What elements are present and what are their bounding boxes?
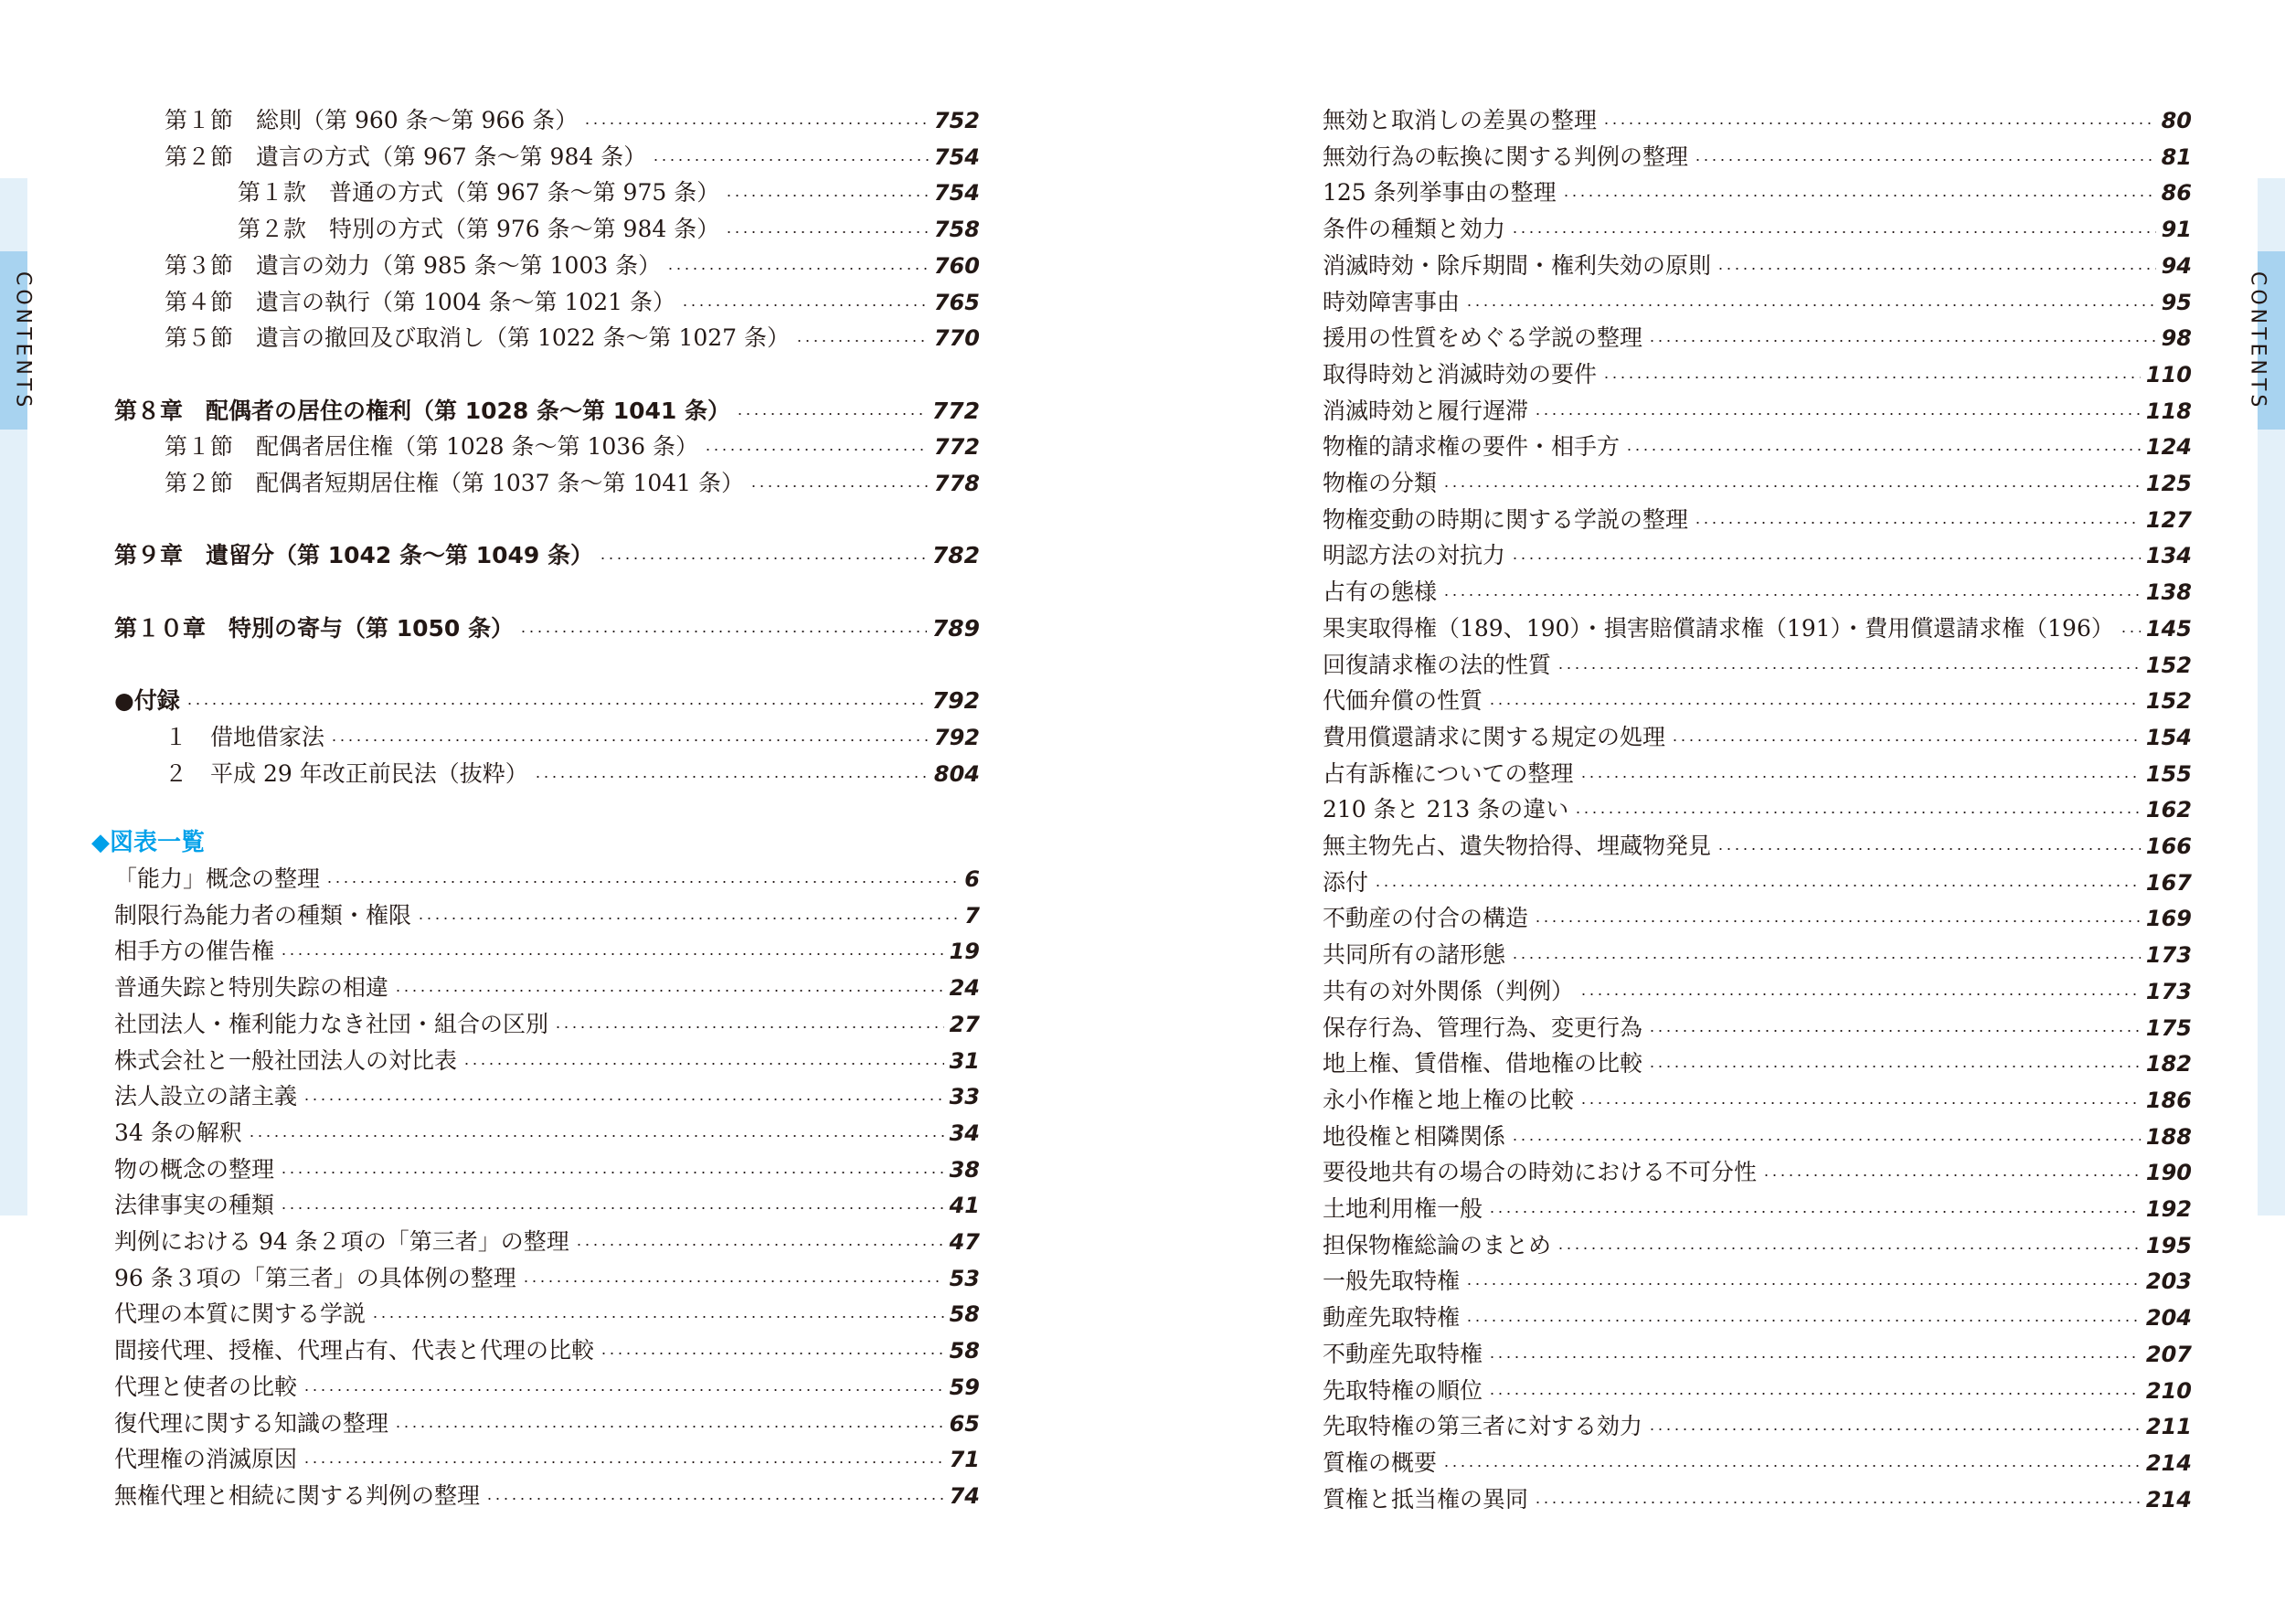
entry-title: 第９章 遺留分（第 1042 条～第 1049 条） [114,542,593,569]
section-entry [165,320,980,356]
figure-entry [1323,1263,2192,1300]
page-number: 169 [2145,906,2192,932]
entry-title: 無効行為の転換に関する判例の整理 [1323,143,1689,170]
dot-leader [599,557,927,559]
page-number: 65 [949,1410,980,1437]
page-number: 58 [949,1301,980,1328]
page-number: 110 [2145,361,2192,387]
page-number: 203 [2145,1268,2192,1295]
entry-title: 法律事実の種類 [114,1192,275,1219]
page-number: 173 [2145,942,2192,969]
entry-title: 代理の本質に関する学説 [114,1300,367,1328]
figure-entry [1323,1082,2192,1119]
figure-entry [114,1332,980,1369]
page-number: 33 [949,1084,980,1110]
figure-entry [1323,284,2192,321]
section-entry [165,284,980,321]
entry-title: 社団法人・権利能力なき社団・組合の区別 [114,1010,549,1037]
entry-title: 地役権と相隣関係 [1323,1122,1506,1150]
page-number: 118 [2145,398,2192,424]
figure-entry [114,1441,980,1478]
contents-tab-label: CONTENTS [2246,271,2269,411]
figure-entry [1323,1408,2192,1445]
dot-leader [1694,159,2156,161]
dot-leader [417,918,959,919]
entry-title: 条件の種類と効力 [1323,216,1506,243]
page-number: 754 [933,180,980,207]
section-entry [238,175,980,211]
dot-leader [583,122,929,124]
page-number: 34 [949,1120,980,1146]
figure-entry [1323,1481,2192,1518]
figure-entry [1323,828,2192,865]
page-number: 58 [949,1338,980,1364]
entry-title: 物権の分類 [1323,470,1438,496]
entry-title: 費用償還請求に関する規定の処理 [1323,723,1666,750]
chapter-entry [114,537,980,574]
page-number: 145 [2145,615,2192,642]
figure-entry [1323,1119,2192,1155]
contents-tab-label: CONTENTS [11,271,35,411]
dot-leader [666,268,929,270]
dot-leader [600,1353,944,1354]
page-number: 152 [2145,688,2192,715]
figure-entry [1323,647,2192,684]
chapter-entry [114,683,980,719]
dot-leader [1562,195,2156,196]
dot-leader [1574,812,2141,813]
dot-leader [1511,1139,2141,1141]
entry-title: 質権の概要 [1323,1449,1438,1476]
figure-entry [1323,574,2192,610]
page-number: 778 [933,471,980,496]
entry-title: 第２節 配偶者短期居住権（第 1037 条～第 1041 条） [165,470,745,496]
page-number: 127 [2145,506,2192,533]
entry-title: 第８章 配偶者の居住の権利（第 1028 条～第 1041 条） [114,397,730,424]
dot-leader [1442,1465,2141,1467]
chapter-entry [114,393,980,430]
dot-leader [280,1172,944,1173]
figure-entry [1323,320,2192,356]
dot-leader [795,340,929,342]
figure-entry [1323,502,2192,538]
entry-title: 援用の性質をめぐる学説の整理 [1323,324,1643,352]
entry-title: 共有の対外関係（判例） [1323,977,1575,1004]
entry-title: 消滅時効と履行遅滞 [1323,397,1529,424]
entry-title: 125 条列挙事由の整理 [1323,179,1557,207]
page-number: 98 [2161,325,2192,352]
page-number: 789 [931,614,980,642]
dot-leader [1374,885,2141,886]
page-number: 188 [2145,1123,2192,1150]
page-number: 765 [933,289,980,315]
entry-title: 不動産先取特権 [1323,1340,1483,1367]
figure-entry [1323,248,2192,284]
page-number: 760 [933,252,980,279]
entry-title: 果実取得権（189、190）・損害賠償請求権（191）・費用償還請求権（196） [1323,614,2114,642]
page-number: 175 [2145,1014,2192,1041]
figure-entry [1323,211,2192,248]
entry-title: 第１款 普通の方式（第 967 条～第 975 条） [238,179,720,207]
figure-entry [1323,1010,2192,1046]
dot-leader [462,1063,944,1065]
dot-leader [725,231,929,233]
page-number: 125 [2145,471,2192,496]
figure-entry [114,970,980,1006]
page-number: 204 [2145,1305,2192,1332]
page-number: 214 [2145,1486,2192,1513]
figure-entry [114,1043,980,1079]
figure-entry [1323,1373,2192,1409]
section-entry [165,719,980,756]
chapter-entry [114,610,980,647]
page-number: 195 [2145,1232,2192,1258]
dot-leader [330,739,929,741]
dot-leader [1442,485,2141,487]
section-entry [165,465,980,502]
figure-entry [114,897,980,934]
page-number: 752 [933,108,980,133]
figure-entry [1323,429,2192,465]
dot-leader [1534,413,2141,415]
page-number: 758 [933,217,980,243]
entry-title: 第１０章 特別の寄与（第 1050 条） [114,614,514,642]
entry-title: 保存行為、管理行為、変更行為 [1323,1014,1643,1041]
dot-leader [1488,1356,2141,1358]
entry-title: ●付録 [114,687,180,715]
page-number: 804 [933,760,980,787]
entry-title: 代価弁償の性質 [1323,687,1483,715]
page-number: 94 [2161,252,2192,279]
page-number: 167 [2145,869,2192,896]
dot-leader [554,1026,944,1028]
dot-leader [736,413,927,415]
side-tab-upper [0,178,27,251]
entry-title: 第４節 遺言の執行（第 1004 条～第 1021 条） [165,288,676,315]
dot-leader [303,1461,944,1463]
figure-entry [1323,393,2192,430]
entry-title: 共同所有の諸形態 [1323,941,1506,969]
dot-leader [1442,594,2141,596]
dot-leader [303,1389,944,1391]
entry-title: 代理と使者の比較 [114,1373,298,1400]
entry-title: 永小作権と地上権の比較 [1323,1086,1575,1113]
entry-title: １ 借地借家法 [165,723,325,750]
dot-leader [303,1099,944,1100]
dot-leader [1534,920,2141,922]
entry-title: 第５節 遺言の撤回及び取消し（第 1022 条～第 1027 条） [165,324,791,352]
page-number: 138 [2145,579,2192,606]
page-number: 80 [2161,108,2192,133]
figure-entry [1323,139,2192,175]
dot-leader [519,631,927,632]
entry-title: 無主物先占、遺失物拾得、埋蔵物発見 [1323,833,1712,859]
dot-leader [1557,1247,2141,1249]
page-number: 81 [2161,143,2192,170]
dot-leader [534,776,929,778]
figure-entry [114,1296,980,1332]
entry-title: 一般先取特権 [1323,1268,1461,1295]
page-number: 162 [2145,797,2192,823]
dot-leader [1762,1174,2141,1176]
dot-leader [248,1135,944,1137]
dot-leader [1511,957,2141,959]
page-number: 95 [2161,289,2192,315]
entry-title: 第２節 遺言の方式（第 967 条～第 984 条） [165,143,647,170]
dot-leader [725,195,929,196]
page-number: 19 [949,939,980,965]
dot-leader [280,1207,944,1209]
page-number: 207 [2145,1341,2192,1367]
dot-leader [371,1316,944,1318]
entry-title: 土地利用権一般 [1323,1195,1483,1222]
figure-entry [1323,973,2192,1010]
dot-leader [704,449,929,451]
entry-title: 第３節 遺言の効力（第 985 条～第 1003 条） [165,251,662,279]
figure-entry [1323,1154,2192,1191]
dot-leader [1716,268,2156,270]
dot-leader [749,485,929,487]
dot-leader [1488,1211,2141,1213]
dot-leader [652,159,929,161]
side-tab-lower [0,430,27,1215]
figure-entry [1323,756,2192,792]
figure-entry [1323,1046,2192,1082]
entry-title: 占有訴権についての整理 [1323,759,1574,787]
entry-title: 34 条の解釈 [114,1119,242,1146]
page-number: 772 [931,397,980,424]
page-number: 7 [964,902,980,929]
dot-leader [186,703,927,705]
dot-leader [1465,1283,2141,1285]
entry-title: 取得時効と消滅時効の要件 [1323,360,1598,387]
entry-title: 担保物権総論のまとめ [1323,1231,1552,1258]
figure-entry [1323,537,2192,574]
page-number: 59 [949,1374,980,1400]
entry-title: 株式会社と一般社団法人の対比表 [114,1046,458,1074]
figure-entry [1323,356,2192,393]
entry-title: 時効障害事由 [1323,288,1461,315]
figure-entry [114,933,980,970]
dot-leader [1488,703,2141,705]
dot-leader [394,990,944,992]
page-number: 154 [2145,724,2192,750]
dot-leader [681,304,929,306]
entry-title: 法人設立の諸主義 [114,1083,298,1110]
entry-title: 「能力」概念の整理 [114,865,321,892]
figure-entry [114,1078,980,1115]
section-entry [165,248,980,284]
figure-entry [114,1260,980,1297]
page-number: 754 [933,143,980,170]
entry-title: 無権代理と相続に関する判例の整理 [114,1481,481,1509]
dot-leader [280,953,944,955]
page-number: 192 [2145,1196,2192,1222]
page-number: 86 [2161,180,2192,207]
figure-entry [114,1006,980,1043]
page-number: 6 [964,866,980,892]
page-number: 124 [2145,434,2192,461]
page-number: 31 [949,1047,980,1074]
figure-entry [114,1224,980,1260]
dot-leader [325,881,959,883]
figures-title: ◆図表一覧 [91,829,205,856]
figure-entry [114,1152,980,1188]
figure-entry [114,1369,980,1406]
entry-title: 先取特権の第三者に対する効力 [1323,1413,1643,1440]
entry-title: 相手方の催告権 [114,938,275,965]
page-number: 47 [949,1229,980,1255]
dot-leader [2120,631,2141,632]
dot-leader [1511,231,2156,233]
dot-leader [1648,1030,2141,1032]
entry-title: 第２款 特別の方式（第 976 条～第 984 条） [238,216,720,243]
page-number: 782 [931,542,980,569]
entry-title: 占有の態様 [1323,578,1438,606]
dot-leader [1511,557,2141,559]
page-number: 38 [949,1156,980,1183]
dot-leader [1534,1502,2141,1503]
side-tab-upper [2258,178,2285,251]
entry-title: 210 条と 213 条の違い [1323,796,1569,823]
section-entry [165,756,980,792]
page-number: 24 [949,975,980,1002]
dot-leader [1716,848,2141,850]
entry-title: 96 条３項の「第三者」の具体例の整理 [114,1264,516,1291]
page-number: 53 [949,1265,980,1291]
dot-leader [1579,776,2141,778]
page-number: 214 [2145,1449,2192,1476]
figure-entry [114,1406,980,1442]
entry-title: 先取特権の順位 [1323,1376,1483,1404]
dot-leader [575,1244,944,1246]
page-number: 134 [2145,543,2192,569]
entry-title: 物権変動の時期に関する学説の整理 [1323,505,1689,533]
page-number: 74 [949,1482,980,1509]
dot-leader [1602,122,2156,124]
entry-title: 無効と取消しの差異の整理 [1323,107,1598,133]
figure-entry [1323,465,2192,502]
figure-entry [1323,791,2192,828]
dot-leader [1465,304,2156,306]
figure-entry [1323,1336,2192,1373]
page-number: 770 [933,325,980,352]
entry-title: 地上権、賃借権、借地権の比較 [1323,1050,1643,1077]
figure-entry [1323,610,2192,647]
figure-entry [1323,719,2192,756]
dot-leader [1648,340,2156,342]
entry-title: 普通失踪と特別失踪の相違 [114,974,389,1002]
page-number: 210 [2145,1377,2192,1404]
dot-leader [1488,1393,2141,1395]
side-tab-lower [2258,430,2285,1215]
entry-title: 物権的請求権の要件・相手方 [1323,433,1621,461]
entry-title: 代理権の消滅原因 [114,1446,298,1473]
dot-leader [1579,993,2141,995]
page-number: 792 [933,724,980,750]
entry-title: 質権と抵当権の異同 [1323,1485,1529,1513]
figure-entry [1323,1191,2192,1227]
dot-leader [485,1498,944,1500]
page-number: 155 [2145,760,2192,787]
page-number: 792 [931,687,980,715]
dot-leader [1671,739,2141,741]
figure-entry [1323,683,2192,719]
page-number: 91 [2161,217,2192,243]
page-number: 211 [2145,1414,2192,1440]
dot-leader [1602,377,2141,378]
dot-leader [1579,1102,2141,1104]
dot-leader [1557,667,2141,669]
figure-entry [1323,1227,2192,1264]
section-entry [238,211,980,248]
figure-entry [114,1115,980,1152]
entry-title: 消滅時効・除斥期間・権利失効の原則 [1323,251,1712,279]
dot-leader [1648,1066,2141,1067]
section-entry [165,102,980,139]
figure-entry [1323,1445,2192,1481]
entry-title: 動産先取特権 [1323,1304,1461,1332]
figure-entry [1323,102,2192,139]
dot-leader [522,1280,944,1282]
page-number: 182 [2145,1051,2192,1077]
entry-title: 回復請求権の法的性質 [1323,651,1552,678]
page-number: 152 [2145,652,2192,678]
figure-entry [114,1478,980,1514]
page-number: 173 [2145,978,2192,1004]
entry-title: 添付 [1323,868,1369,896]
figure-entry [1323,937,2192,973]
page-number: 71 [949,1447,980,1473]
entry-title: 制限行為能力者の種類・権限 [114,901,412,929]
right-page [1142,0,2285,1624]
dot-leader [1648,1428,2141,1430]
page-number: 186 [2145,1087,2192,1113]
page-number: 166 [2145,833,2192,859]
entry-title: 不動産の付合の構造 [1323,905,1529,932]
page-number: 190 [2145,1160,2192,1186]
figure-entry [114,861,980,897]
figure-entry [114,1187,980,1224]
section-entry [165,429,980,465]
entry-title: 間接代理、授権、代理占有、代表と代理の比較 [114,1337,595,1364]
entry-title: 明認方法の対抗力 [1323,542,1506,569]
page-number: 772 [933,434,980,461]
page-number: 27 [949,1011,980,1037]
left-page [0,0,1142,1624]
figure-entry [1323,175,2192,211]
figure-entry [1323,900,2192,937]
figure-entry [1323,1300,2192,1336]
section-entry [165,139,980,175]
page-number: 41 [949,1193,980,1219]
entry-title: 判例における 94 条２項の「第三者」の整理 [114,1228,569,1255]
dot-leader [394,1426,944,1428]
entry-title: ２ 平成 29 年改正前民法（抜粋） [165,759,528,787]
entry-title: 復代理に関する知識の整理 [114,1409,389,1437]
entry-title: 物の概念の整理 [114,1155,275,1183]
entry-title: 要役地共有の場合の時効における不可分性 [1323,1159,1758,1186]
figure-entry [1323,865,2192,901]
dot-leader [1625,449,2141,451]
dot-leader [1694,522,2141,524]
dot-leader [1465,1320,2141,1321]
entry-title: 第１節 配偶者居住権（第 1028 条～第 1036 条） [165,433,699,461]
entry-title: 第１節 総則（第 960 条～第 966 条） [165,107,579,133]
